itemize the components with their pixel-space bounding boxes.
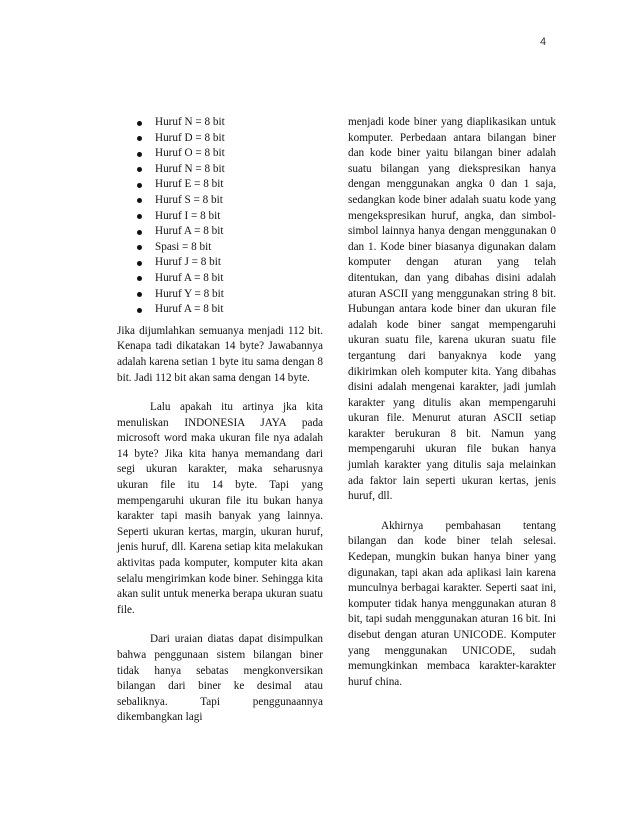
bullet-text: Huruf A = 8 bit <box>155 271 224 284</box>
character-bit-list <box>117 115 323 318</box>
bullet-item <box>117 131 323 147</box>
bullet-item <box>117 255 323 271</box>
bullet-item <box>117 162 323 178</box>
bullet-dot-icon <box>137 245 142 250</box>
bullet-text: Huruf A = 8 bit <box>155 225 224 238</box>
bullet-dot-icon <box>137 276 142 281</box>
bullet-dot-icon <box>137 292 142 297</box>
left-column <box>117 115 323 726</box>
bullet-dot-icon <box>137 121 142 126</box>
bullet-text: Huruf N = 8 bit <box>155 162 225 175</box>
bullet-dot-icon <box>137 152 142 157</box>
bullet-text: Huruf O = 8 bit <box>155 147 225 160</box>
page-number: 4 <box>540 36 547 48</box>
bullet-text: Huruf S = 8 bit <box>155 193 223 206</box>
bullet-item <box>117 287 323 303</box>
bullet-item <box>117 240 323 256</box>
right-column <box>348 115 556 690</box>
paragraph-file-size: Lalu apakah itu artinya jka kita menuliskan INDONESIA JAYA pada microsoft word maka ukuran file nya adalah 14 byte? Jika kita hanya memandang dari segi ukuran karakter, maka seharusnya ukuran file itu 14 byte. Tapi yang mempengaruhi ukuran file itu bukan hanya karakter tapi masih banyak yang lainnya. Seperti ukuran kertas, margin, ukuran huruf, jenis huruf, dll. Karena setiap kita melakukan aktivitas pada komputer, komputer kita akan selalu mengirimkan kode biner. Sehingga kita akan sulit untuk menerka berapa ukuran suatu file. <box>117 401 323 616</box>
paragraph-binary-code: menjadi kode biner yang diaplikasikan untuk komputer. Perbedaan antara bilangan biner dan kode biner yaitu bilangan biner adalah suatu bilangan yang diekspresikan hanya dengan menggunakan angka 0 dan 1 saja, sedangkan kode biner adalah suatu kode yang mengekspresikan huruf, angka, dan simbol-simbol lainnya hanya dengan menggunakan 0 dan 1. Kode biner biasanya digunakan dalam komputer dengan aturan yang telah ditentukan, dan yang dibahas disini adalah aturan ASCII yang menggunakan string 8 bit. Hubungan antara kode biner dan ukuran file adalah kode biner sangat mempengaruhi ukuran suatu file, karena ukuran suatu file tergantung dari banyaknya kode yang dikirimkan oleh komputer kita. Yang dibahas disini adalah mengenai karakter, jadi jumlah karakter yang ditulis akan mempengaruhi ukuran file. Menurut aturan ASCII setiap karakter berukuran 8 bit. Namun yang mempengaruhi ukuran file bukan hanya jumlah karakter yang ditulis saja melainkan ada faktor lain seperti ukuran kertas, jenis huruf, dll. <box>348 116 556 503</box>
bullet-dot-icon <box>137 214 142 219</box>
bullet-text: Huruf N = 8 bit <box>155 116 225 128</box>
bullet-text: Spasi = 8 bit <box>155 240 212 253</box>
bullet-item <box>117 193 323 209</box>
bullet-item <box>117 224 323 240</box>
bullet-item <box>117 177 323 193</box>
bullet-dot-icon <box>137 230 142 235</box>
bullet-item <box>117 302 323 318</box>
bullet-dot-icon <box>137 167 142 172</box>
bullet-dot-icon <box>137 308 142 313</box>
paragraph-closing: Akhirnya pembahasan tentang bilangan dan kode biner telah selesai. Kedepan, mungkin bukan hanya biner yang digunakan, tapi akan ada aplikasi lain karena munculnya berbagai karakter. Seperti saat ini, komputer tidak hanya menggunakan aturan 8 bit, tapi sudah menggunakan aturan 16 bit. Ini disebut dengan aturan UNICODE. Komputer yang menggunakan UNICODE, sudah memungkinkan membaca karakter-karakter huruf china. <box>348 519 556 688</box>
bullet-dot-icon <box>137 183 142 188</box>
bullet-text: Huruf J = 8 bit <box>155 256 221 269</box>
bullet-dot-icon <box>137 136 142 141</box>
bullet-text: Huruf E = 8 bit <box>155 178 224 191</box>
bullet-item <box>117 209 323 225</box>
bullet-dot-icon <box>137 198 142 203</box>
bullet-text: Huruf D = 8 bit <box>155 131 225 144</box>
bullet-item <box>117 115 323 131</box>
paragraph-conclusion-start: Dari uraian diatas dapat disimpulkan bahwa penggunaan sistem bilangan biner tidak hanya sebatas mengkonversikan bilangan dari biner ke desimal atau sebaliknya. Tapi penggunaannya dikembangkan lagi <box>117 633 323 724</box>
bullet-item <box>117 271 323 287</box>
bullet-item <box>117 146 323 162</box>
bullet-text: Huruf I = 8 bit <box>155 209 221 222</box>
paragraph-total-bits: Jika dijumlahkan semuanya menjadi 112 bit. Kenapa tadi dikatakan 14 byte? Jawabannya adalah karena setian 1 byte itu sama dengan 8 bit. Jadi 112 bit akan sama dengan 14 byte. <box>117 324 323 384</box>
bullet-text: Huruf Y = 8 bit <box>155 287 224 300</box>
bullet-dot-icon <box>137 261 142 266</box>
bullet-text: Huruf A = 8 bit <box>155 303 224 316</box>
